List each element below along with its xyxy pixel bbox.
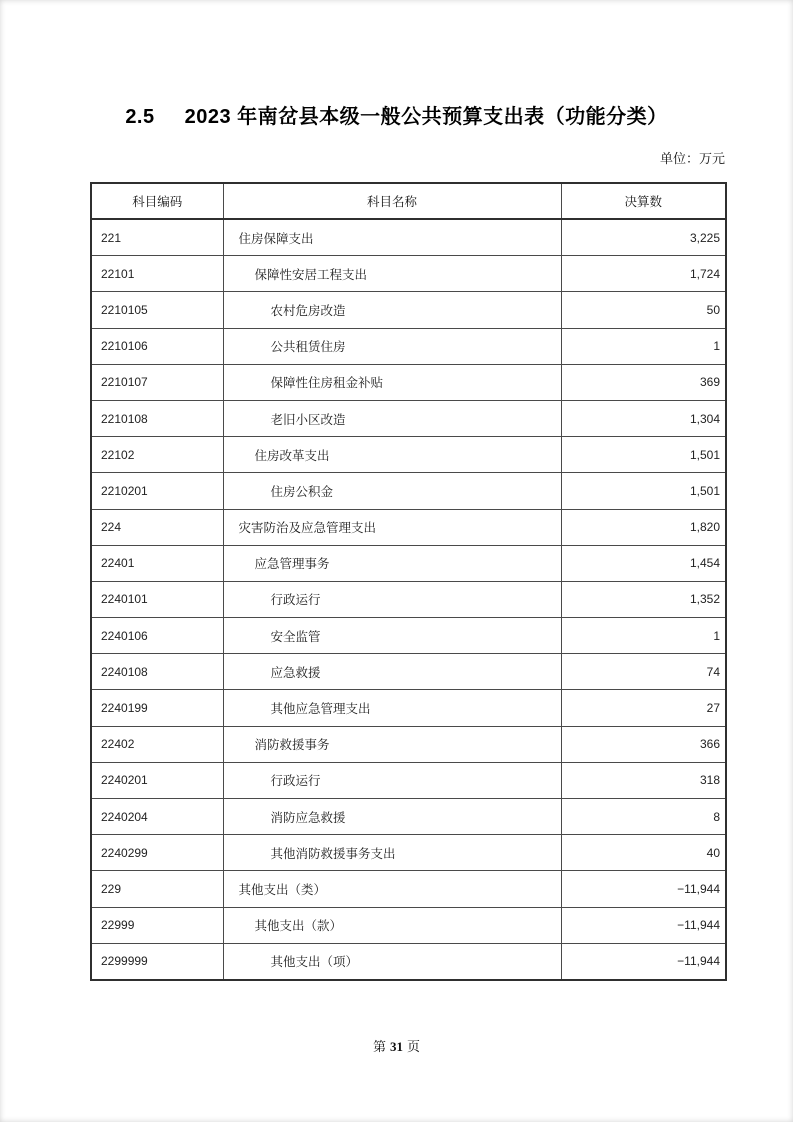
final-amount-cell: 27 [561, 690, 726, 726]
table-row [91, 726, 726, 762]
subject-code-cell: 2299999 [91, 943, 223, 980]
table-row [91, 799, 726, 835]
final-amount-cell: 1,304 [561, 400, 726, 436]
table-row [91, 690, 726, 726]
final-amount-cell: 1,820 [561, 509, 726, 545]
final-amount-cell: 40 [561, 835, 726, 871]
subject-name-cell: 灾害防治及应急管理支出 [223, 509, 561, 545]
section-number: 2.5 [125, 106, 155, 128]
subject-name-cell: 保障性住房租金补贴 [223, 364, 561, 400]
subject-name-cell: 其他支出（项） [223, 943, 561, 980]
table-row [91, 437, 726, 473]
footer-prefix: 第 [372, 1039, 386, 1054]
table-row [91, 871, 726, 907]
unit-label: 单位：万元 [659, 151, 725, 166]
subject-code-cell: 229 [91, 871, 223, 907]
page-number: 31 [390, 1039, 403, 1054]
table-body [91, 219, 726, 980]
table-row [91, 545, 726, 581]
table-row [91, 473, 726, 509]
subject-name-cell: 行政运行 [223, 581, 561, 617]
subject-code-cell: 2240204 [91, 799, 223, 835]
column-header-subject-name: 科目名称 [223, 183, 561, 219]
subject-name-cell: 应急救援 [223, 654, 561, 690]
subject-code-cell: 22402 [91, 726, 223, 762]
subject-name-cell: 行政运行 [223, 762, 561, 798]
column-header-final-amount: 决算数 [561, 183, 726, 219]
final-amount-cell: 1,501 [561, 473, 726, 509]
subject-name-cell: 公共租赁住房 [223, 328, 561, 364]
table-row [91, 219, 726, 256]
subject-name-cell: 其他消防救援事务支出 [223, 835, 561, 871]
subject-name-cell: 应急管理事务 [223, 545, 561, 581]
final-amount-cell: −11,944 [561, 871, 726, 907]
final-amount-cell: 1,724 [561, 256, 726, 292]
table-row [91, 835, 726, 871]
subject-code-cell: 22999 [91, 907, 223, 943]
page-footer [0, 1036, 793, 1055]
footer-suffix: 页 [407, 1039, 421, 1054]
final-amount-cell: 1 [561, 328, 726, 364]
table-row [91, 762, 726, 798]
subject-code-cell: 2240106 [91, 618, 223, 654]
subject-code-cell: 2210105 [91, 292, 223, 328]
table-row [91, 328, 726, 364]
subject-code-cell: 224 [91, 509, 223, 545]
subject-code-cell: 2210108 [91, 400, 223, 436]
subject-name-cell: 其他支出（类） [223, 871, 561, 907]
table-row [91, 618, 726, 654]
subject-code-cell: 2240201 [91, 762, 223, 798]
subject-name-cell: 保障性安居工程支出 [223, 256, 561, 292]
column-header-subject-code: 科目编码 [91, 183, 223, 219]
subject-code-cell: 221 [91, 219, 223, 256]
subject-code-cell: 2210107 [91, 364, 223, 400]
table-row [91, 509, 726, 545]
subject-code-cell: 2240108 [91, 654, 223, 690]
table-row [91, 943, 726, 980]
final-amount-cell: 1,501 [561, 437, 726, 473]
subject-name-cell: 其他应急管理支出 [223, 690, 561, 726]
final-amount-cell: 74 [561, 654, 726, 690]
final-amount-cell: 1,454 [561, 545, 726, 581]
table-row [91, 907, 726, 943]
subject-code-cell: 2240199 [91, 690, 223, 726]
subject-code-cell: 22401 [91, 545, 223, 581]
final-amount-cell: 366 [561, 726, 726, 762]
subject-name-cell: 住房公积金 [223, 473, 561, 509]
subject-name-cell: 农村危房改造 [223, 292, 561, 328]
subject-name-cell: 住房保障支出 [223, 219, 561, 256]
table-row [91, 654, 726, 690]
final-amount-cell: −11,944 [561, 943, 726, 980]
table-row [91, 292, 726, 328]
final-amount-cell: 318 [561, 762, 726, 798]
final-amount-cell: 8 [561, 799, 726, 835]
subject-code-cell: 22102 [91, 437, 223, 473]
budget-expenditure-table [90, 182, 727, 981]
subject-code-cell: 2240299 [91, 835, 223, 871]
subject-name-cell: 消防救援事务 [223, 726, 561, 762]
final-amount-cell: 50 [561, 292, 726, 328]
final-amount-cell: 3,225 [561, 219, 726, 256]
title-text: 2023 年南岔县本级一般公共预算支出表（功能分类） [184, 106, 668, 128]
subject-name-cell: 其他支出（款） [223, 907, 561, 943]
subject-code-cell: 2210106 [91, 328, 223, 364]
table-header-row [91, 183, 726, 219]
final-amount-cell: 369 [561, 364, 726, 400]
final-amount-cell: 1 [561, 618, 726, 654]
subject-name-cell: 消防应急救援 [223, 799, 561, 835]
table-row [91, 400, 726, 436]
subject-name-cell: 安全监管 [223, 618, 561, 654]
table-row [91, 364, 726, 400]
subject-code-cell: 2240101 [91, 581, 223, 617]
subject-name-cell: 住房改革支出 [223, 437, 561, 473]
final-amount-cell: 1,352 [561, 581, 726, 617]
subject-code-cell: 2210201 [91, 473, 223, 509]
table-row [91, 581, 726, 617]
page-title [0, 100, 793, 129]
subject-name-cell: 老旧小区改造 [223, 400, 561, 436]
table-row [91, 256, 726, 292]
final-amount-cell: −11,944 [561, 907, 726, 943]
subject-code-cell: 22101 [91, 256, 223, 292]
